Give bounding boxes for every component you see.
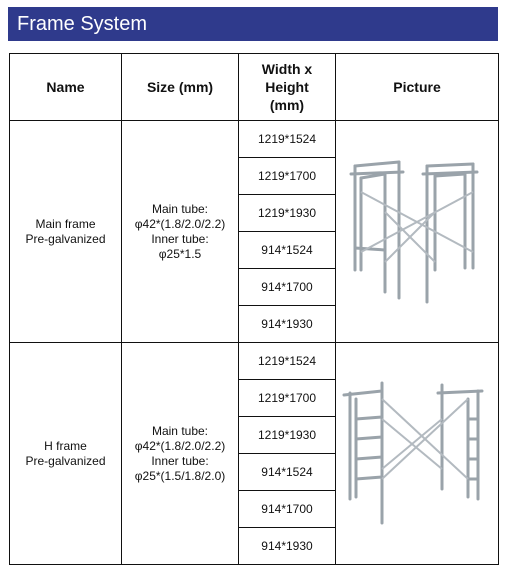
- size-cell: [122, 121, 239, 343]
- picture-cell: [336, 121, 499, 343]
- dimension-cell: 914*1524: [239, 232, 336, 269]
- dimension-cell: 1219*1700: [239, 158, 336, 195]
- frame-spec-table: [9, 53, 499, 565]
- size-line: φ42*(1.8/2.0/2.2): [134, 216, 226, 231]
- size-line: φ25*1.5: [158, 246, 202, 261]
- table-header-row: [10, 54, 499, 121]
- size-line: Inner tube:: [151, 231, 209, 246]
- size-line: Inner tube:: [151, 453, 209, 468]
- table-row: [10, 121, 499, 158]
- dimension-cell: 1219*1524: [239, 343, 336, 380]
- header-picture: Picture: [336, 54, 499, 121]
- header-name: Name: [10, 54, 122, 121]
- dimension-cell: 914*1930: [239, 528, 336, 565]
- dimension-cell: 1219*1930: [239, 195, 336, 232]
- name-cell: [10, 121, 122, 343]
- table-row: [10, 343, 499, 380]
- size-line: Main tube:: [151, 423, 209, 438]
- size-cell: [122, 343, 239, 565]
- dimension-cell: 914*1524: [239, 454, 336, 491]
- picture-cell: [336, 343, 499, 565]
- name-line: Pre-galvanized: [25, 453, 106, 468]
- size-line: φ42*(1.8/2.0/2.2): [134, 438, 226, 453]
- dimension-cell: 1219*1700: [239, 380, 336, 417]
- header-dimension: [239, 54, 336, 121]
- dimension-cell: 914*1700: [239, 269, 336, 306]
- size-line: Main tube:: [151, 201, 209, 216]
- header-dimension-line: Height: [265, 79, 309, 95]
- dimension-cell: 914*1930: [239, 306, 336, 343]
- name-cell: [10, 343, 122, 565]
- dimension-cell: 1219*1524: [239, 121, 336, 158]
- header-dimension-line: (mm): [269, 97, 305, 113]
- main-frame-scaffold-illustration: [347, 152, 487, 312]
- header-size: Size (mm): [122, 54, 239, 121]
- dimension-cell: 914*1700: [239, 491, 336, 528]
- name-line: H frame: [44, 438, 87, 453]
- name-line: Main frame: [35, 216, 96, 231]
- page-title: Frame System: [8, 7, 498, 41]
- h-frame-scaffold-illustration: [342, 379, 492, 529]
- name-line: Pre-galvanized: [25, 231, 106, 246]
- header-dimension-line: Width x: [261, 61, 313, 77]
- dimension-cell: 1219*1930: [239, 417, 336, 454]
- size-line: φ25*(1.5/1.8/2.0): [134, 468, 226, 483]
